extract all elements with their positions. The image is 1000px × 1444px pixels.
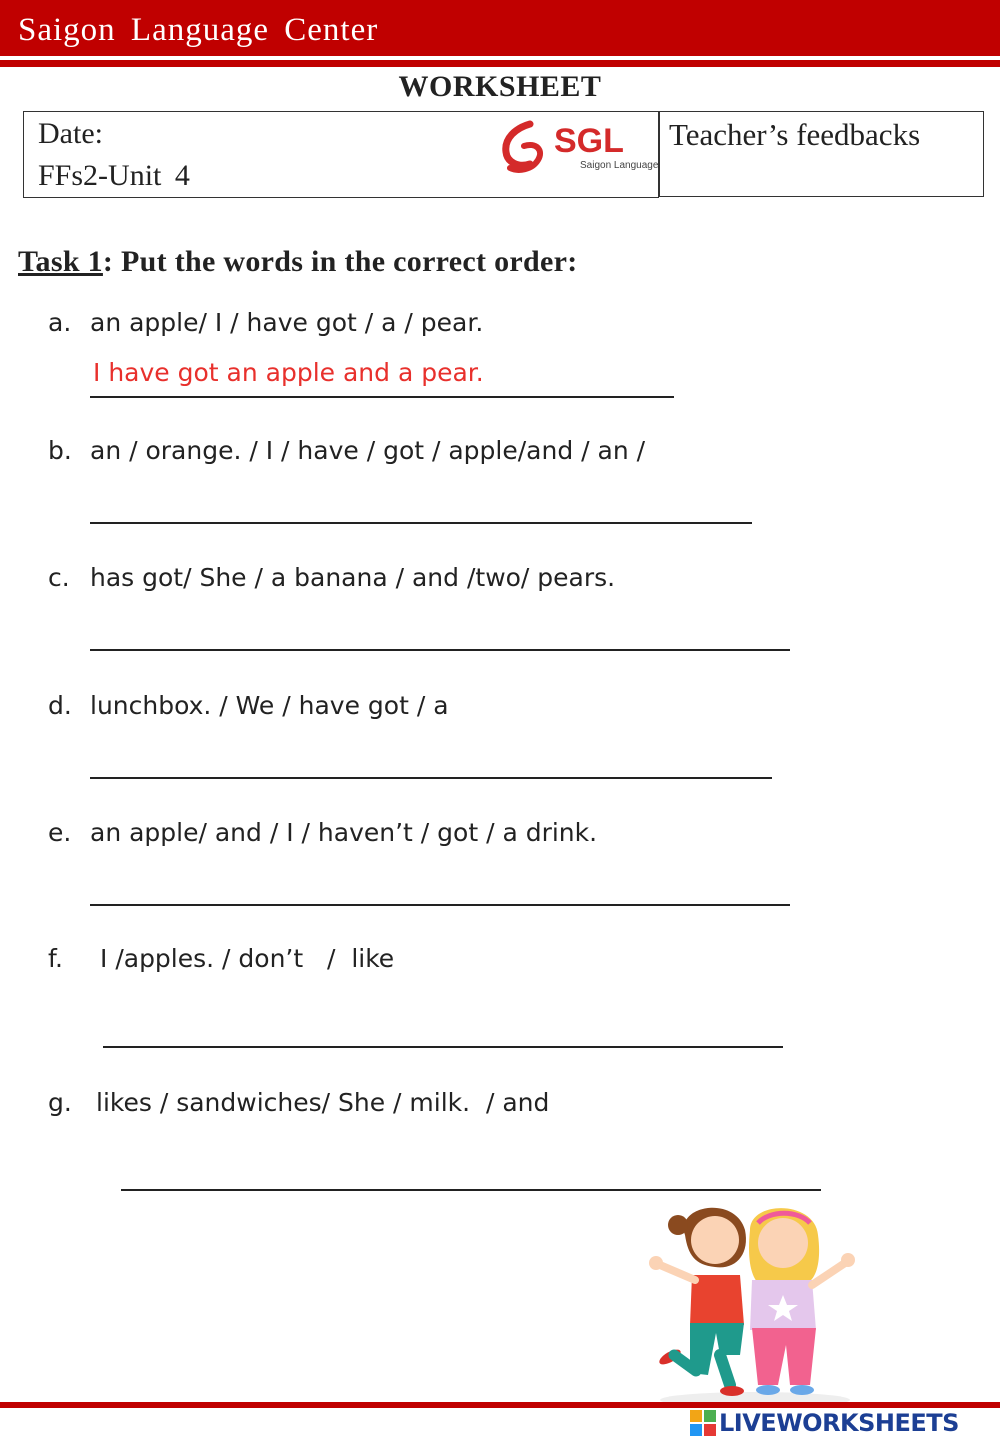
logo-text: SGL [554, 122, 624, 160]
item-letter: c. [48, 563, 70, 592]
item-words: an apple/ I / have got / a / pear. [90, 308, 484, 337]
item-words: an / orange. / I / have / got / apple/and / an / [90, 436, 646, 465]
answer-line-f[interactable] [103, 1046, 783, 1048]
item-words: has got/ She / a banana / and /two/ pears. [90, 563, 616, 592]
liveworksheets-icon [690, 1410, 716, 1436]
item-words: I /apples. / don’t / like [100, 944, 395, 973]
item-b [48, 436, 645, 465]
task-label: Task 1 [18, 245, 103, 278]
header-rule [0, 60, 1000, 67]
item-a [48, 308, 483, 337]
answer-line-d[interactable] [90, 777, 772, 779]
answer-line-a[interactable] [90, 396, 674, 398]
answer-line-c[interactable] [90, 649, 790, 651]
item-letter: f. [48, 944, 63, 973]
item-a-answer[interactable]: I have got an apple and a pear. [93, 358, 484, 387]
item-c [48, 563, 615, 592]
logo-subtext: Saigon Language [580, 160, 659, 171]
liveworksheets-text: LIVEWORKSHEETS [719, 1409, 959, 1437]
girls-illustration [640, 1195, 870, 1410]
worksheet-title: WORKSHEET [398, 70, 602, 103]
item-d [48, 691, 449, 720]
item-g [48, 1088, 549, 1117]
item-words: lunchbox. / We / have got / a [90, 691, 449, 720]
header-band [0, 0, 1000, 56]
item-e [48, 818, 597, 847]
center-name: Saigon Language Center [18, 12, 379, 48]
task-heading [18, 240, 678, 284]
item-words: likes / sandwiches/ She / milk. / and [96, 1088, 550, 1117]
answer-line-b[interactable] [90, 522, 752, 524]
teacher-feedback-box [659, 111, 984, 197]
item-letter: d. [48, 691, 72, 720]
task-heading-wrap [18, 240, 678, 296]
answer-line-e[interactable] [90, 904, 790, 906]
item-words: an apple/ and / I / haven’t / got / a drink. [90, 818, 598, 847]
date-label: Date: [38, 117, 103, 150]
feedback-label: Teacher’s feedbacks [669, 117, 921, 152]
unit-label: FFs2-Unit 4 [38, 159, 190, 192]
item-letter: g. [48, 1088, 72, 1117]
item-letter: a. [48, 308, 72, 337]
item-f [48, 944, 394, 973]
task-instruction: : Put the words in the correct order: [102, 245, 578, 278]
item-letter: b. [48, 436, 72, 465]
sgl-logo [494, 116, 659, 180]
info-box [23, 111, 659, 198]
item-letter: e. [48, 818, 72, 847]
liveworksheets-logo [690, 1405, 959, 1441]
answer-line-g[interactable] [121, 1189, 821, 1191]
